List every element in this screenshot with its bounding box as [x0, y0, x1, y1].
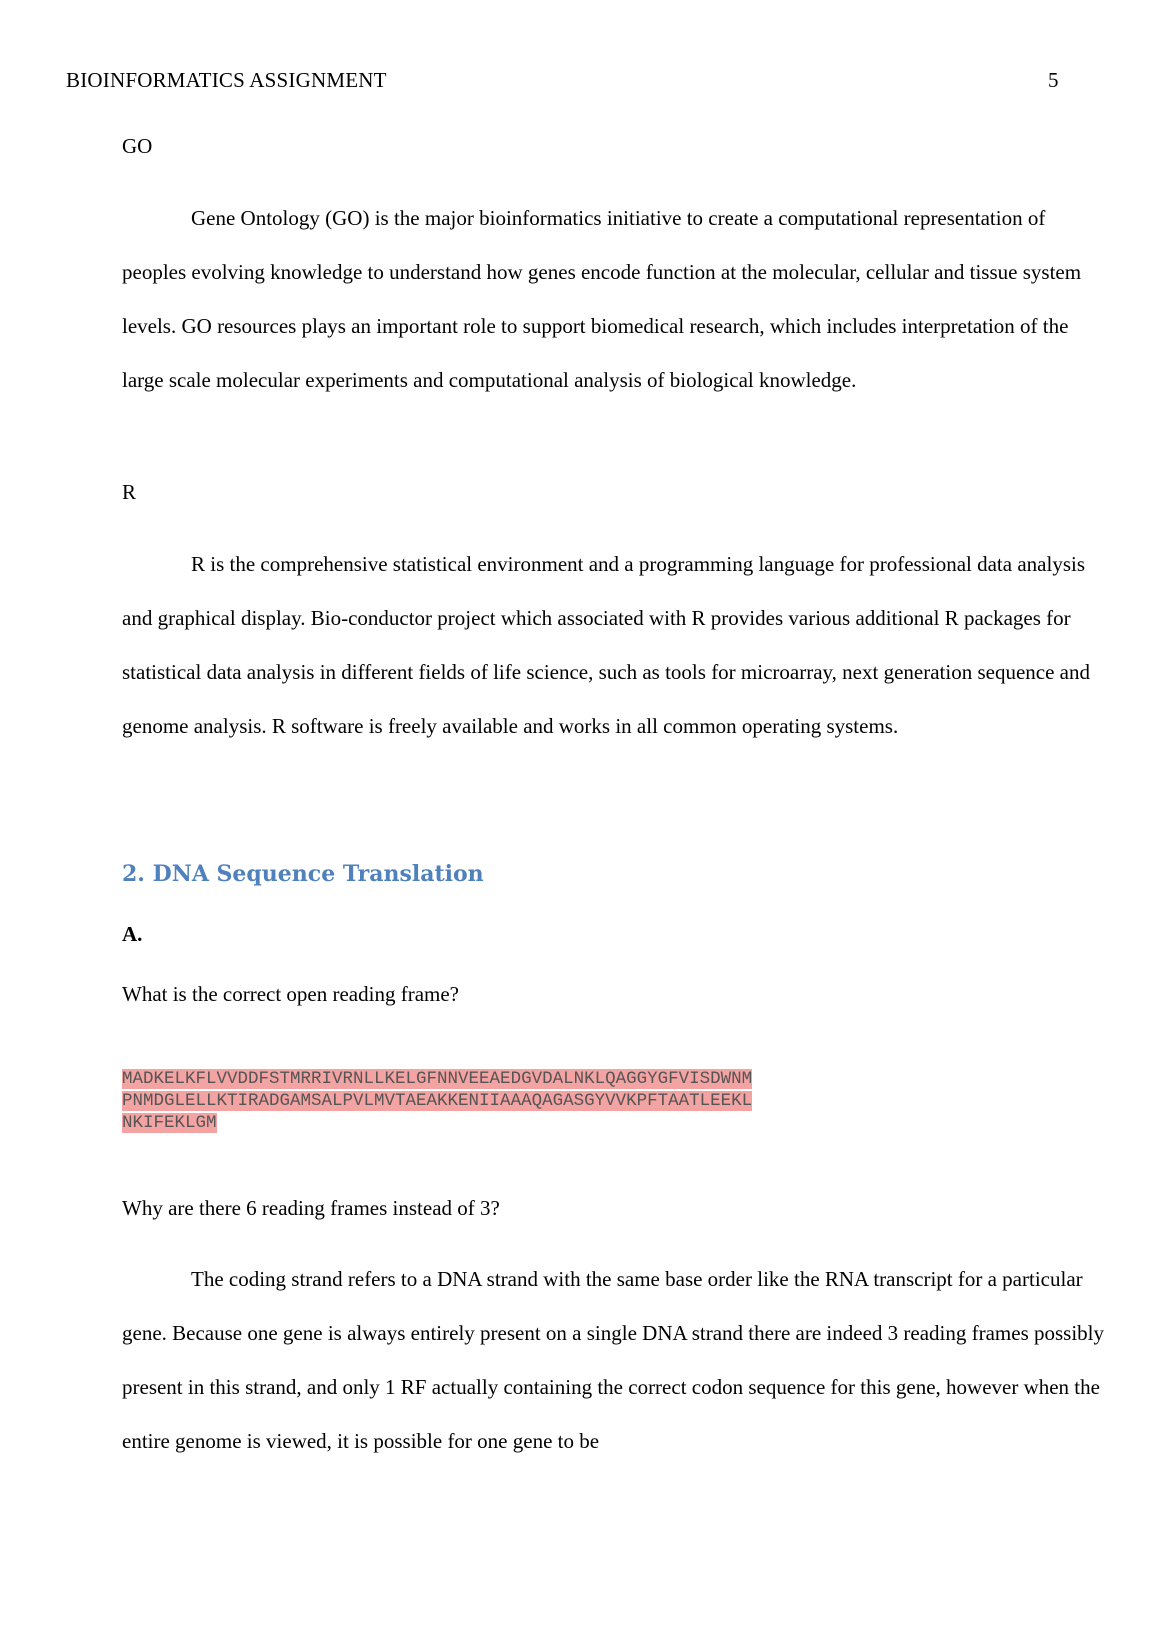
sequence-line: MADKELKFLVVDDFSTMRRIVRNLLKELGFNNVEEAEDGVDALNKLQAGGYGFVISDWNM — [122, 1069, 753, 1089]
sequence-line: NKIFEKLGM — [122, 1113, 217, 1133]
r-label: R — [122, 480, 137, 504]
page-number: 5 — [1048, 68, 1059, 92]
sequence-line: PNMDGLELLKTIRADGAMSALPVLMVTAEAKKENIIAAAQAGASGYVVKPFTAATLEEKL — [122, 1091, 753, 1111]
question-open-reading-frame: What is the correct open reading frame? — [122, 982, 459, 1006]
section-heading-dna-translation: 2. DNA Sequence Translation — [122, 861, 484, 887]
running-head: BIOINFORMATICS ASSIGNMENT — [66, 68, 387, 92]
r-paragraph: R is the comprehensive statistical environment and a programming language for professional data analysis and graphical display. Bio-conductor project which associated with R provides various additional R packages for statistical data analysis in different fields of life science, such as tools for microarray, next generation sequence and genome analysis. R software is freely available and works in all common operating systems. — [122, 552, 1090, 738]
subsection-label-a: A. — [122, 922, 143, 946]
protein-sequence-block — [122, 1068, 752, 1134]
question-six-reading-frames: Why are there 6 reading frames instead of 3? — [122, 1196, 500, 1220]
answer-paragraph: The coding strand refers to a DNA strand with the same base order like the RNA transcript for a particular gene. Because one gene is always entirely present on a single DNA strand there are indeed 3 reading frames possibly present in this strand, and only 1 RF actually containing the correct codon sequence for this gene, however when the entire genome is viewed, it is possible for one gene to be — [122, 1267, 1105, 1453]
go-paragraph: Gene Ontology (GO) is the major bioinformatics initiative to create a computational representation of peoples evolving knowledge to understand how genes encode function at the molecular, cellular and tissue system levels. GO resources plays an important role to support biomedical research, which includes interpretation of the large scale molecular experiments and computational analysis of biological knowledge. — [122, 206, 1082, 392]
go-label: GO — [122, 134, 153, 158]
